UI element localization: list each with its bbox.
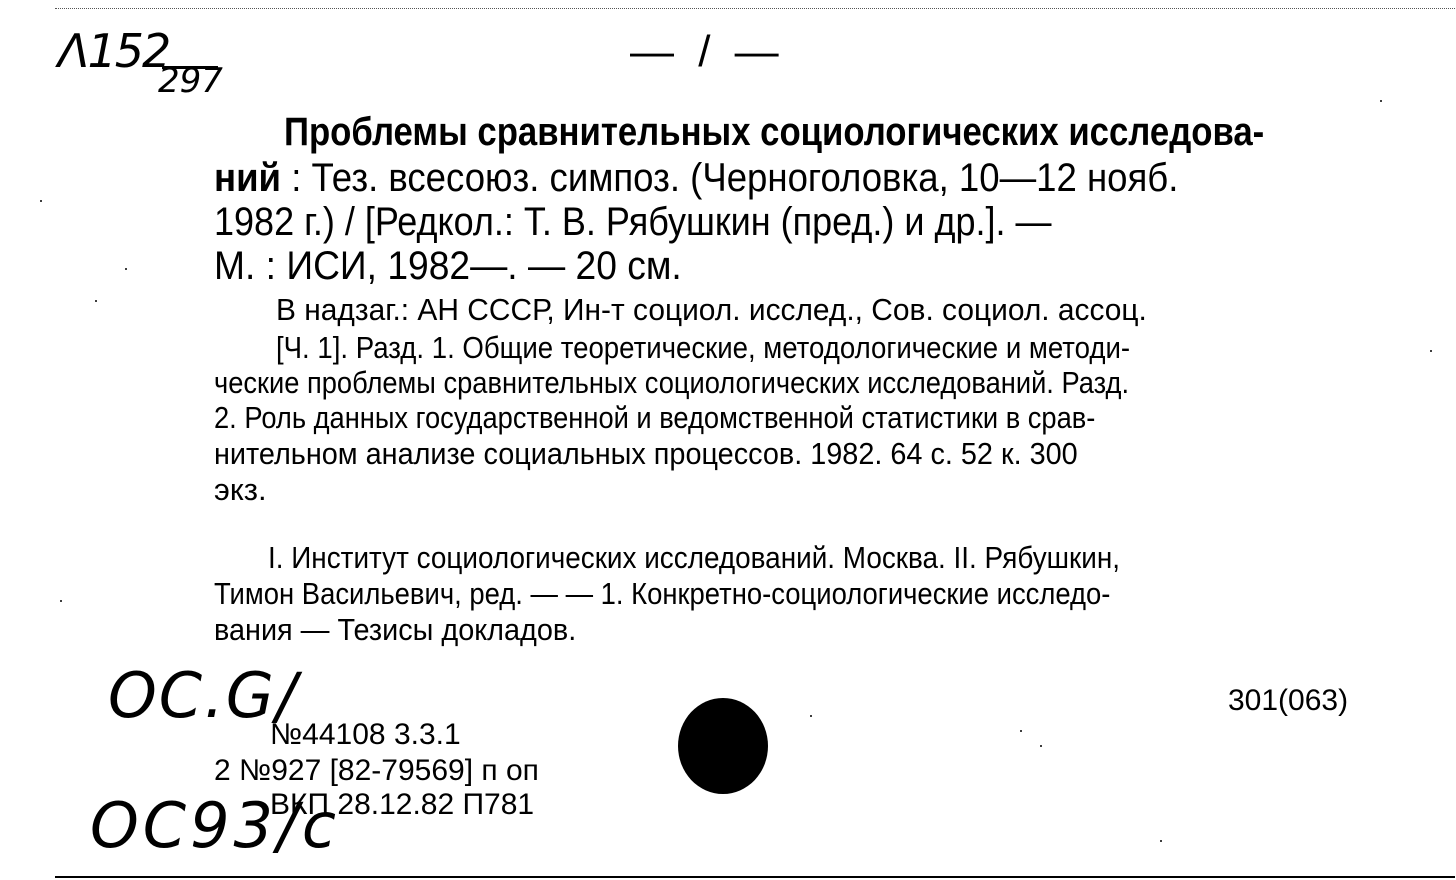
- inventory-line-1: №44108 3.3.1: [270, 718, 461, 751]
- title-line-2: [214, 158, 1178, 198]
- handwritten-code-2: OC93/c: [90, 789, 340, 862]
- scan-speck: [1040, 745, 1042, 747]
- scan-speck: [40, 200, 42, 202]
- tracings-line-2: Тимон Васильевич, ред. — — 1. Конкретно-социологические исследо-: [214, 576, 1111, 611]
- title-line-1: [284, 112, 1264, 152]
- scan-speck: [60, 600, 62, 602]
- notes-line-5: нительном анализе социальных процессов. 1982. 64 с. 52 к. 300: [214, 436, 1078, 471]
- notes-line-4: 2. Роль данных государственной и ведомственной статистики в срав-: [214, 400, 1096, 435]
- title-bold-part: Проблемы сравнительных социологических исследова-: [284, 110, 1265, 154]
- title-rest-part: : Тез. всесоюз. симпоз. (Черноголовка, 10—12 нояб.: [281, 156, 1179, 200]
- title-line-4: [214, 246, 682, 286]
- page-number: — / —: [630, 27, 785, 76]
- classification-code: 301(063): [1228, 684, 1349, 717]
- scan-speck: [1160, 840, 1162, 842]
- scan-speck: [125, 268, 127, 270]
- scan-speck: [1380, 100, 1382, 102]
- scan-speck: [95, 300, 97, 302]
- title-rest-part: М. : ИСИ, 1982—. — 20 см.: [214, 244, 682, 288]
- title-bold-part: ний: [214, 156, 282, 200]
- notes-line-6: экз.: [214, 472, 267, 507]
- handwritten-shelf-mark-sub: 297: [158, 61, 223, 101]
- title-line-3: [214, 202, 1052, 242]
- card-bottom-edge: [55, 876, 1455, 878]
- inventory-line-3: ВКП 28.12.82 П781: [270, 788, 535, 821]
- scan-speck: [810, 715, 812, 717]
- title-rest-part: 1982 г.) / [Редкол.: Т. В. Рябушкин (пред.) и др.]. —: [214, 200, 1052, 244]
- notes-line-2: [Ч. 1]. Разд. 1. Общие теоретические, методологические и методи-: [276, 330, 1131, 365]
- handwritten-code-1: OC.G/: [108, 659, 299, 732]
- handwritten-shelf-mark: Λ152: [58, 24, 170, 78]
- card-top-edge: [55, 8, 1455, 9]
- punch-hole: [678, 698, 768, 794]
- notes-line-1: В надзаг.: АН СССР, Ин-т социол. исслед., Сов. социол. ассоц.: [276, 292, 1147, 327]
- inventory-line-2: 2 №927 [82-79569] п оп: [214, 754, 539, 787]
- tracings-line-1: I. Институт социологических исследований. Москва. II. Рябушкин,: [268, 540, 1120, 575]
- scan-speck: [1430, 350, 1432, 352]
- notes-line-3: ческие проблемы сравнительных социологических исследований. Разд.: [214, 365, 1130, 400]
- tracings-line-3: вания — Тезисы докладов.: [214, 612, 577, 647]
- scan-speck: [1020, 730, 1022, 732]
